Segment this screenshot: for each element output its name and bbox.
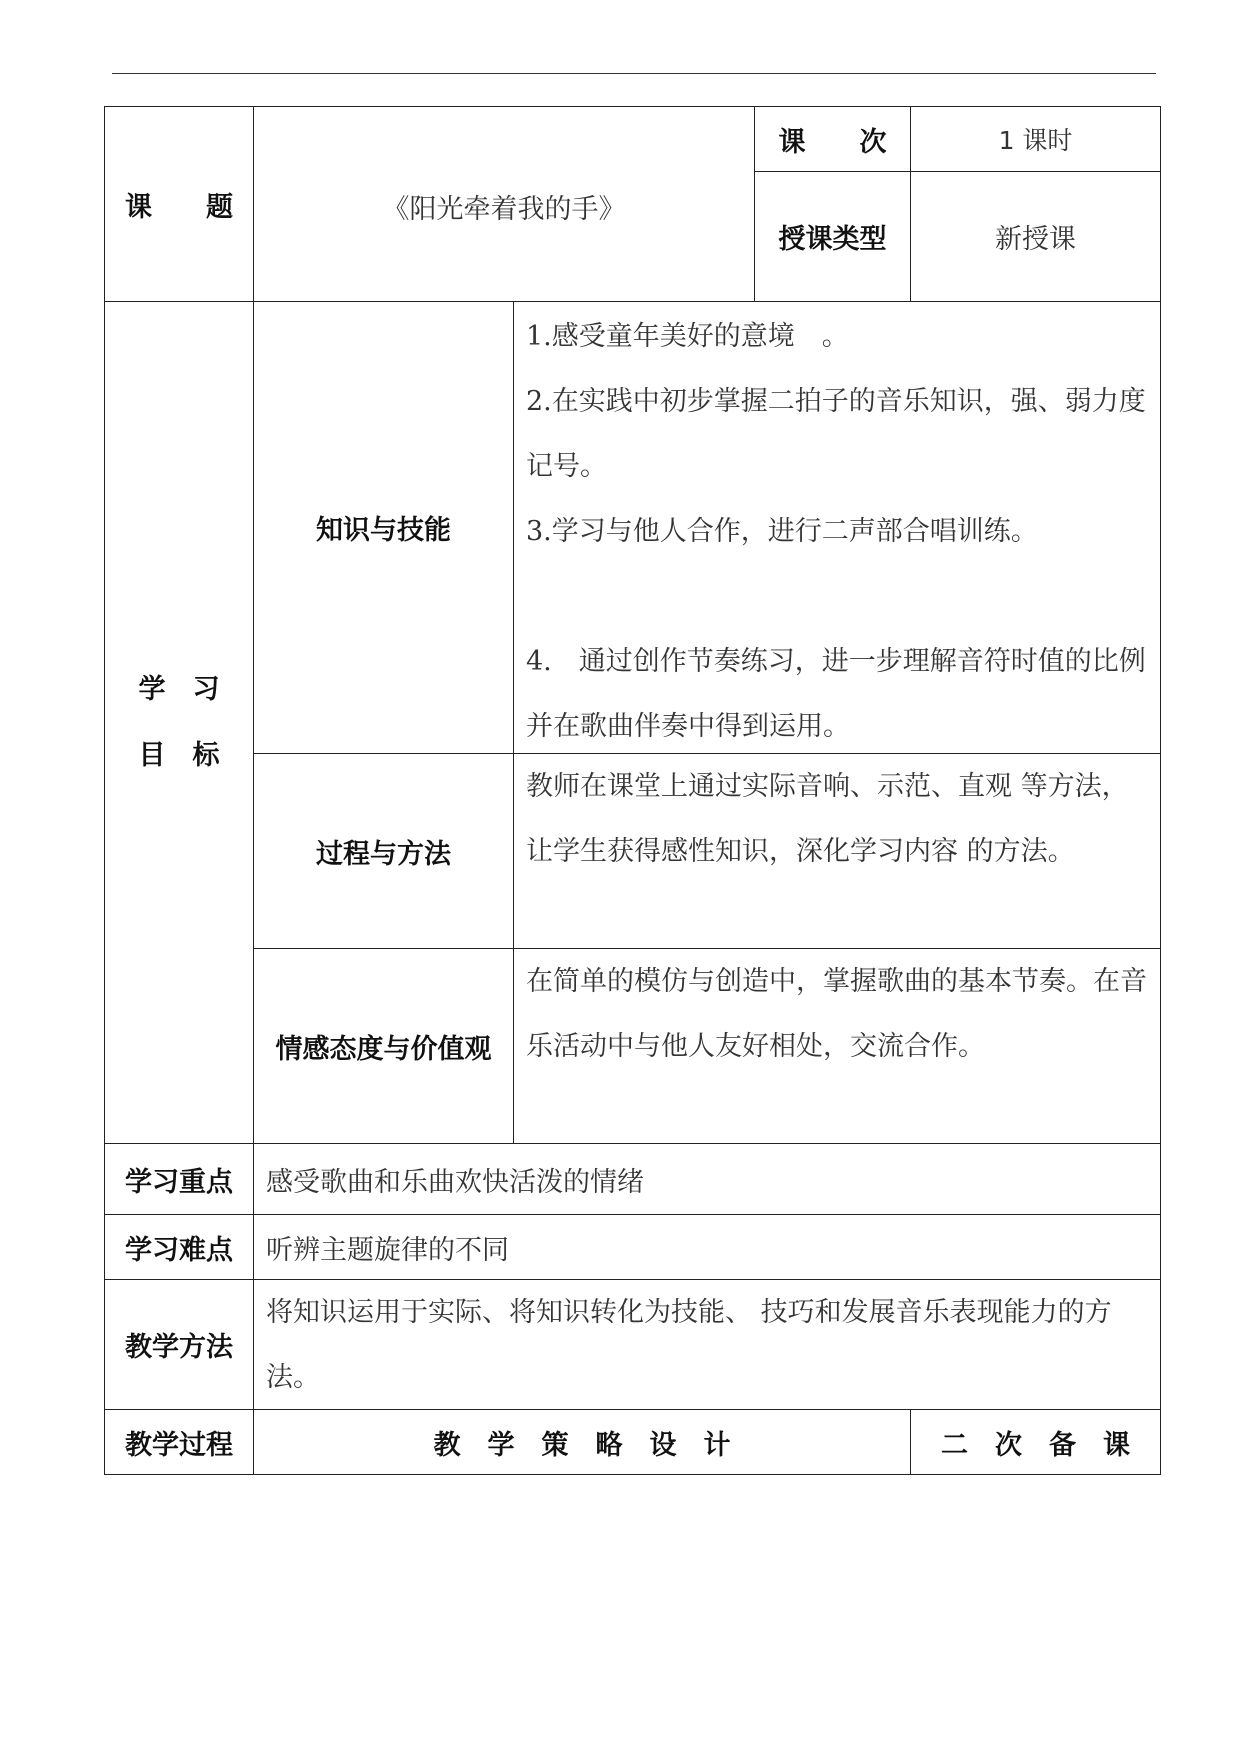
key-point-content-cell (253, 1143, 1161, 1215)
knowledge-content-cell (513, 301, 1161, 754)
session-value: 1 课时 (998, 126, 1073, 155)
process-text: 教师在课堂上通过实际音响、示范、直观 等方法，让学生获得感性知识，深化学习内容 的方法。 (526, 771, 1129, 867)
session-value-cell (910, 106, 1161, 172)
second-prep-header-cell (910, 1409, 1161, 1475)
process-row-label: 教学过程 (125, 1429, 233, 1461)
difficulty-content-cell (253, 1214, 1161, 1280)
goals-label-line1: 学 习 (138, 673, 220, 705)
topic-label: 课 题 (125, 191, 233, 223)
difficulty-text: 听辨主题旋律的不同 (266, 1234, 509, 1266)
topic-value-cell (253, 106, 755, 302)
difficulty-label: 学习难点 (125, 1234, 233, 1266)
knowledge-label: 知识与技能 (316, 515, 451, 546)
process-label-cell (253, 753, 514, 949)
type-value: 新授课 (995, 224, 1076, 255)
second-prep-header: 二 次 备 课 (941, 1429, 1130, 1461)
design-header: 教 学 策 略 设 计 (433, 1429, 731, 1461)
process-row-label-cell (104, 1409, 254, 1475)
goals-label-cell (104, 301, 254, 1144)
emotion-content-cell (513, 948, 1161, 1144)
knowledge-item-4: 4. 通过创作节奏练习，进一步理解音符时值的比例并在歌曲伴奏中得到运用。 (526, 646, 1146, 742)
process-content-cell (513, 753, 1161, 949)
knowledge-label-cell (253, 301, 514, 754)
knowledge-item-2: 2.在实践中初步掌握二拍子的音乐知识，强、弱力度记号。 (526, 386, 1146, 482)
lesson-title: 《阳光牵着我的手》 (382, 194, 626, 225)
design-header-cell (253, 1409, 911, 1475)
emotion-text: 在简单的模仿与创造中，掌握歌曲的基本节奏。在音乐活动中与他人友好相处，交流合作。 (526, 966, 1147, 1062)
session-label: 课 次 (778, 126, 887, 158)
difficulty-label-cell (104, 1214, 254, 1280)
method-text: 将知识运用于实际、将知识转化为技能、 技巧和发展音乐表现能力的方法。 (266, 1297, 1112, 1393)
key-point-label: 学习重点 (125, 1166, 233, 1198)
emotion-label: 情感态度与价值观 (275, 1033, 492, 1065)
goals-label-line2: 目 标 (138, 739, 220, 771)
type-label: 授课类型 (778, 224, 887, 255)
method-label-cell (104, 1279, 254, 1410)
key-point-text: 感受歌曲和乐曲欢快活泼的情绪 (266, 1166, 644, 1198)
knowledge-item-3: 3.学习与他人合作，进行二声部合唱训练。 (526, 516, 1038, 547)
key-point-label-cell (104, 1143, 254, 1215)
method-content-cell (253, 1279, 1161, 1410)
topic-label-cell (104, 106, 254, 302)
type-value-cell (910, 171, 1161, 302)
type-label-cell (754, 171, 911, 302)
emotion-label-cell (253, 948, 514, 1144)
method-label: 教学方法 (125, 1332, 233, 1363)
process-label: 过程与方法 (316, 838, 451, 870)
header-rule (112, 73, 1156, 74)
knowledge-item-1: 1.感受童年美好的意境 。 (526, 321, 849, 352)
session-label-cell (754, 106, 911, 172)
